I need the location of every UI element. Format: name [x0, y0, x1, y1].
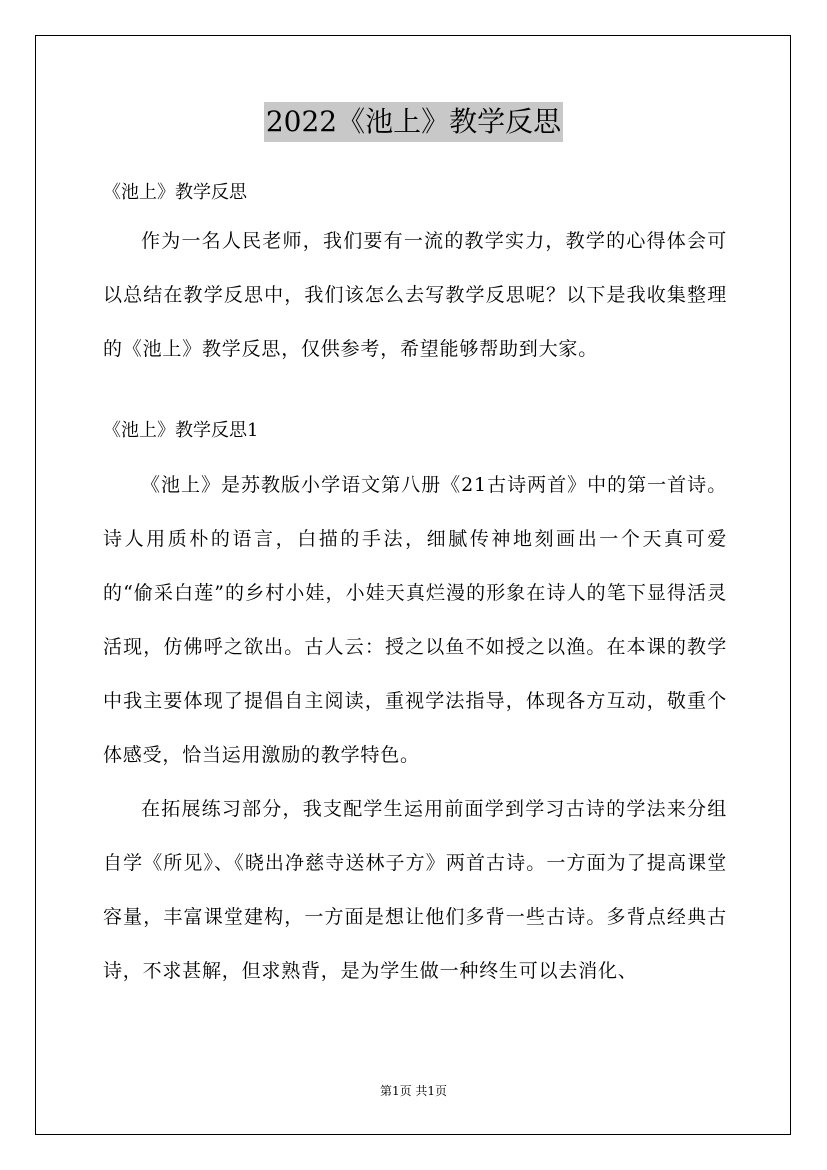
intro-paragraph: 作为一名人民老师，我们要有一流的教学实力，教学的心得体会可以总结在教学反思中，我们该怎么去写教学反思呢？以下是我收集整理的《池上》教学反思，仅供参考，希望能够帮助到大家。 [103, 230, 727, 360]
section-spacer [103, 376, 727, 410]
page-indicator: 第1页 共1页 [379, 1084, 448, 1098]
document-title: 2022《池上》教学反思 [264, 102, 563, 142]
intro-heading: 《池上》教学反思 [103, 182, 247, 203]
section-paragraph-1: 《池上》是苏教版小学语文第八册《21古诗两首》中的第一首诗。诗人用质朴的语言，白描的手法，细腻传神地刻画出一个天真可爱的“偷采白莲”的乡村小娃，小娃天真烂漫的形象在诗人的笔下显得活灵活现，仿佛呼之欲出。古人云：授之以鱼不如授之以渔。在本课的教学中我主要体现了提倡自主阅读，重视学法指导，体现各方互动，敬重个体感受，恰当运用激励的教学特色。 [103, 474, 727, 766]
section-paragraph-2: 在拓展练习部分，我支配学生运用前面学到学习古诗的学法来分组自学《所见》、《晓出净慈寺送林子方》两首古诗。一方面为了提高课堂容量，丰富课堂建构，一方面是想让他们多背一些古诗。多背点经典古诗，不求甚解，但求熟背，是为学生做一种终生可以去消化、 [103, 798, 727, 982]
section-heading: 《池上》教学反思1 [103, 420, 259, 441]
document-body [103, 172, 727, 998]
title-container [0, 102, 827, 142]
